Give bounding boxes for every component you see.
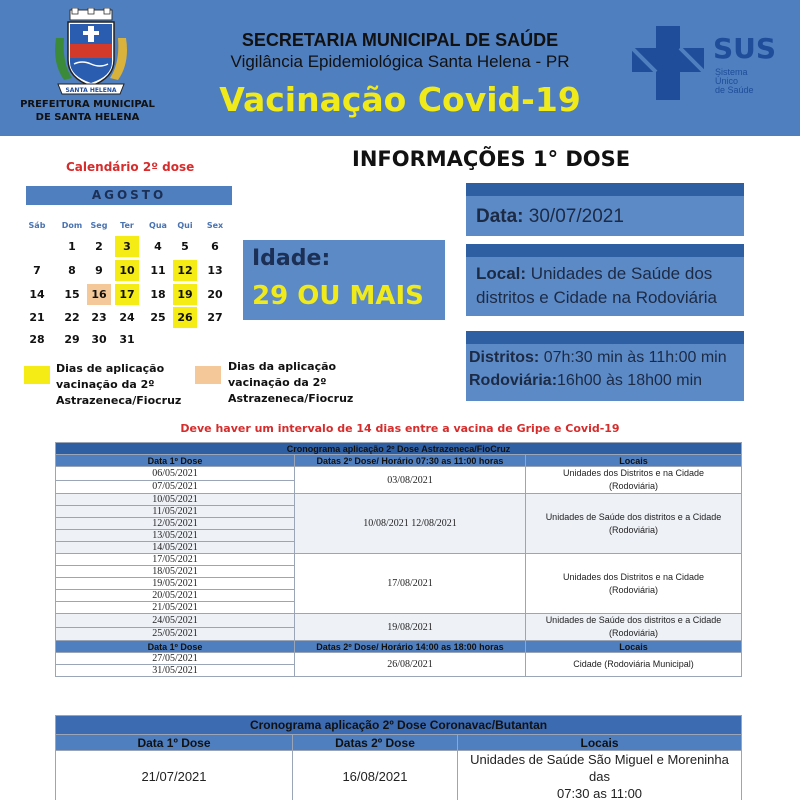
data-label: Data: — [476, 206, 524, 227]
table-row — [56, 554, 742, 566]
svg-text:SANTA HELENA: SANTA HELENA — [65, 87, 117, 94]
weekday-label: Sex — [206, 221, 224, 230]
sus-line-3: de Saúde — [715, 85, 754, 95]
local-line-1: Unidades de Saúde dos — [530, 264, 713, 283]
legend-line: vacinação da 2º — [228, 376, 327, 389]
calendar-date: 12 — [173, 260, 197, 281]
rodoviaria-value: 16h00 às 18h00 min — [557, 372, 703, 389]
location-line: Unidades de Saúde dos distritos e a Cidade — [545, 511, 722, 522]
first-dose-date: 20/05/2021 — [56, 590, 295, 602]
weekday-label: Sáb — [28, 221, 46, 230]
weekday-label: Qui — [177, 221, 193, 230]
first-dose-date: 17/05/2021 — [56, 554, 295, 566]
column-header: Datas 2º Dose/ Horário 14:00 as 18:00 horas — [295, 641, 526, 653]
calendar-title: Calendário 2º dose — [66, 160, 195, 174]
second-dose-date: 17/08/2021 — [295, 554, 526, 614]
header-band — [0, 0, 800, 136]
first-dose-date: 25/05/2021 — [56, 627, 295, 641]
second-dose-date: 26/08/2021 — [295, 653, 526, 677]
calendar-date: 9 — [95, 264, 103, 277]
calendar-date: 26 — [173, 307, 197, 328]
data-text — [476, 205, 624, 229]
location-cell — [526, 653, 742, 677]
legend-text — [228, 359, 353, 407]
calendar-date: 20 — [207, 288, 223, 301]
calendar-date: 27 — [207, 311, 223, 324]
data-value: 30/07/2021 — [528, 206, 624, 227]
second-dose-date: 10/08/2021 12/08/2021 — [295, 494, 526, 554]
calendar-date: 10 — [115, 260, 139, 281]
calendar-date: 31 — [119, 333, 135, 346]
calendar-date: 7 — [33, 264, 41, 277]
calendar-date: 1 — [68, 240, 76, 253]
vaccination-title: Vacinação Covid-19 — [219, 80, 581, 119]
location-line: Cidade (Rodoviária Municipal) — [573, 659, 694, 669]
calendar-date: 19 — [173, 284, 197, 305]
location-line: (Rodoviária) — [608, 628, 659, 638]
sus-line-1: Sistema — [715, 67, 748, 77]
weekday-label: Ter — [120, 221, 134, 230]
column-header: Data 1º Dose — [56, 641, 295, 653]
location-line: Unidades dos Distritos e na Cidade — [562, 571, 705, 582]
calendar-date: 15 — [64, 288, 80, 301]
idade-value: 29 OU MAIS — [252, 281, 424, 311]
calendar-date: 28 — [29, 333, 45, 346]
column-header: Data 1º Dose — [56, 455, 295, 467]
calendar-date: 25 — [150, 311, 166, 324]
weekday-label: Dom — [61, 221, 83, 230]
table-row — [56, 614, 742, 628]
location-line: (Rodoviária) — [608, 481, 659, 491]
sus-name: SUS — [713, 32, 777, 65]
calendar-date: 22 — [64, 311, 80, 324]
first-dose-date: 21/07/2021 — [56, 751, 293, 800]
calendar-date: 18 — [150, 288, 166, 301]
second-dose-date: 03/08/2021 — [295, 467, 526, 494]
first-dose-date: 27/05/2021 — [56, 653, 295, 665]
table-row — [56, 467, 742, 481]
distritos-label: Distritos: — [469, 349, 540, 366]
interval-warning: Deve haver um intervalo de 14 dias entre a vacina de Gripe e Covid-19 — [180, 422, 620, 435]
column-header: Locais — [526, 455, 742, 467]
legend-line: Astrazeneca/Fiocruz — [56, 394, 182, 407]
calendar-date: 6 — [211, 240, 219, 253]
column-header: Datas 2º Dose — [293, 735, 458, 751]
calendar-date: 4 — [154, 240, 162, 253]
secretaria-subtitle: Vigilância Epidemiológica Santa Helena - PR — [230, 52, 570, 71]
calendar-date: 24 — [119, 311, 135, 324]
calendar-date: 30 — [91, 333, 107, 346]
astrazeneca-schedule-table — [55, 442, 742, 677]
first-dose-date: 11/05/2021 — [56, 506, 295, 518]
column-header: Datas 2º Dose/ Horário 07:30 as 11:00 horas — [295, 455, 526, 467]
rodoviaria-label: Rodoviária: — [469, 372, 558, 389]
location-cell — [526, 467, 742, 494]
calendar-date: 5 — [181, 240, 189, 253]
first-dose-date: 12/05/2021 — [56, 518, 295, 530]
first-dose-date: 24/05/2021 — [56, 614, 295, 628]
schedule-box-edge — [466, 331, 744, 344]
legend-swatch — [24, 366, 50, 384]
table-row — [56, 653, 742, 665]
calendar-date: 29 — [64, 333, 80, 346]
first-dose-date: 18/05/2021 — [56, 566, 295, 578]
city-crest-icon — [50, 8, 132, 98]
location-cell — [526, 614, 742, 641]
secretaria-title: SECRETARIA MUNICIPAL DE SAÚDE — [241, 30, 559, 50]
calendar-date: 8 — [68, 264, 76, 277]
table-title: Cronograma aplicação 2º Dose Coronavac/Butantan — [56, 716, 742, 735]
first-dose-date: 07/05/2021 — [56, 480, 295, 494]
sus-line-2: Único — [715, 76, 739, 86]
column-header: Data 1º Dose — [56, 735, 293, 751]
legend-line: Dias de aplicação — [56, 362, 165, 375]
local-label: Local: — [476, 264, 527, 283]
local-box-edge — [466, 244, 744, 257]
prefeitura-line-1: PREFEITURA MUNICIPAL — [20, 99, 155, 110]
weekday-label: Seg — [90, 221, 108, 230]
legend-swatch — [195, 366, 221, 384]
info-title: INFORMAÇÕES 1° DOSE — [352, 147, 631, 171]
first-dose-date: 06/05/2021 — [56, 467, 295, 481]
legend-line: Astrazeneca/Fiocruz — [228, 392, 354, 405]
first-dose-date: 13/05/2021 — [56, 530, 295, 542]
legend-line: Dias da aplicação — [228, 360, 337, 373]
calendar-date: 16 — [87, 284, 111, 305]
prefeitura-name — [10, 98, 165, 124]
calendar-date: 14 — [29, 288, 45, 301]
legend-text — [56, 361, 181, 409]
calendar-date: 21 — [29, 311, 45, 324]
local-line-2: distritos e Cidade na Rodoviária — [476, 288, 717, 307]
calendar-date: 11 — [150, 264, 166, 277]
calendar-date: 2 — [95, 240, 103, 253]
table-row — [56, 751, 742, 800]
schedule-text — [469, 346, 727, 392]
location-line: (Rodoviária) — [608, 524, 659, 535]
column-header: Locais — [526, 641, 742, 653]
calendar-date: 23 — [91, 311, 107, 324]
column-header: Locais — [458, 735, 742, 751]
calendar-month: AGOSTO — [26, 186, 232, 205]
location-line: Unidades de Saúde dos distritos e a Cidade — [545, 615, 722, 625]
location-line: (Rodoviária) — [608, 584, 659, 595]
location-cell — [526, 494, 742, 554]
location-line: Unidades de Saúde São Miguel e Moreninha das — [470, 752, 729, 784]
first-dose-date: 14/05/2021 — [56, 542, 295, 554]
data-box-edge — [466, 183, 744, 196]
location-line: 07:30 as 11:00 — [556, 786, 643, 800]
second-dose-date: 19/08/2021 — [295, 614, 526, 641]
coronavac-schedule-table — [55, 715, 742, 800]
legend-line: vacinação da 2º — [56, 378, 155, 391]
calendar-date: 17 — [115, 284, 139, 305]
calendar-date: 13 — [207, 264, 223, 277]
first-dose-date: 19/05/2021 — [56, 578, 295, 590]
location-line: Unidades dos Distritos e na Cidade — [562, 468, 705, 478]
location-cell — [458, 751, 742, 800]
location-cell — [526, 554, 742, 614]
table-row — [56, 494, 742, 506]
first-dose-date: 21/05/2021 — [56, 602, 295, 614]
second-dose-date: 16/08/2021 — [293, 751, 458, 800]
prefeitura-line-2: DE SANTA HELENA — [35, 112, 140, 123]
first-dose-date: 31/05/2021 — [56, 665, 295, 677]
distritos-value: 07h:30 min às 11h:00 min — [543, 349, 727, 366]
sus-subtitle — [715, 68, 754, 95]
table-title: Cronograma aplicação 2º Dose Astrazeneca/FioCruz — [56, 443, 742, 455]
first-dose-date: 10/05/2021 — [56, 494, 295, 506]
calendar-date: 3 — [115, 236, 139, 257]
local-text — [476, 262, 717, 310]
weekday-label: Qua — [149, 221, 167, 230]
idade-label: Idade: — [252, 246, 331, 271]
